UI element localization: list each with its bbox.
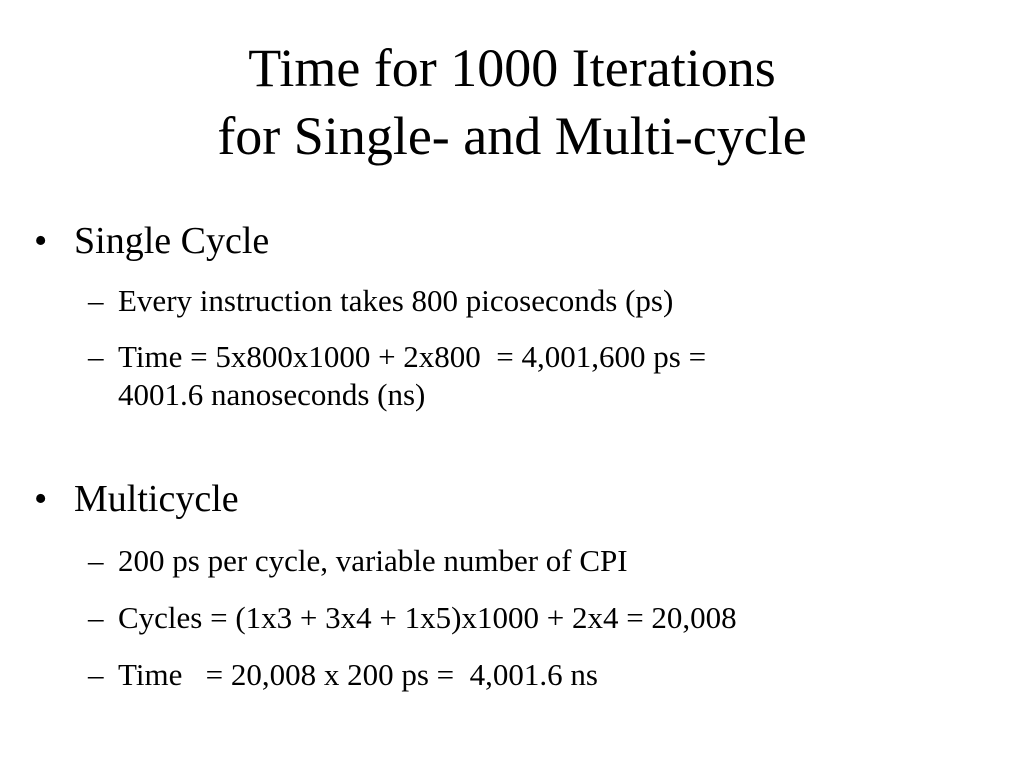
sub-bullet-single-cycle-time [88,338,706,414]
bullet-label: Single Cycle [74,220,270,262]
slide-title [0,34,1024,170]
sub-bullet-marker: – [88,657,104,692]
sub-bullet-cycles-count [88,599,737,637]
sub-bullet-text: 200 ps per cycle, variable number of CPI [118,543,628,578]
bullet-single-cycle [34,218,269,264]
sub-bullet-text: Time = 20,008 x 200 ps = 4,001.6 ns [118,657,598,692]
title-line-1: Time for 1000 Iterations [248,38,776,98]
bullet-marker: • [34,478,48,520]
sub-bullet-multicycle-time [88,656,598,694]
bullet-label: Multicycle [74,478,239,520]
sub-bullet-text: Cycles = (1x3 + 3x4 + 1x5)x1000 + 2x4 = 20,008 [118,600,737,635]
sub-bullet-cycle-time [88,542,628,580]
sub-bullet-marker: – [88,600,104,635]
sub-bullet-marker: – [88,543,104,578]
sub-bullet-text: Every instruction takes 800 picoseconds (ps) [118,283,674,318]
bullet-multicycle [34,476,239,522]
title-line-2: for Single- and Multi-cycle [217,106,807,166]
sub-bullet-text: Time = 5x800x1000 + 2x800 = 4,001,600 ps = [118,339,707,374]
sub-bullet-marker: – [88,339,104,374]
sub-bullet-continuation: 4001.6 nanoseconds (ns) [118,377,426,412]
sub-bullet-marker: – [88,283,104,318]
sub-bullet-instruction-time [88,282,673,320]
bullet-marker: • [34,220,48,262]
